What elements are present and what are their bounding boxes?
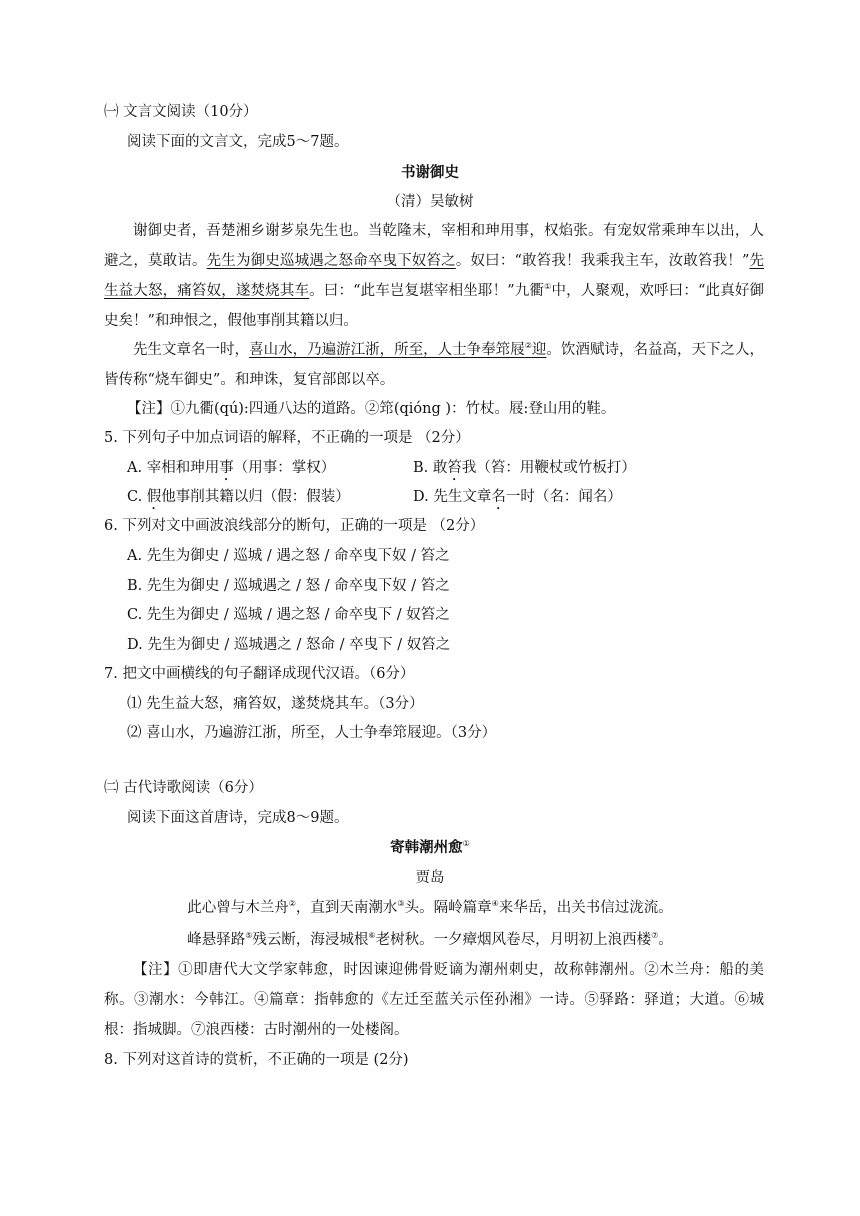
poem-text: ，直到天南潮水 bbox=[295, 900, 398, 916]
section-2-heading: ㈡ 古代诗歌阅读（6分） bbox=[104, 780, 263, 796]
q7-item-1: ⑴ 先生益大怒，痛笞奴，遂焚烧其车。（3分） bbox=[127, 696, 424, 712]
footnote-marker: ⑥ bbox=[368, 931, 376, 941]
poem-text: 峰悬驿路 bbox=[187, 932, 246, 948]
poem-author: 贾岛 bbox=[415, 870, 445, 886]
q6-option-b: B. 先生为御史 / 巡城遇之 / 怒 / 命卒曳下奴 / 笞之 bbox=[127, 578, 450, 594]
q5-option-d bbox=[413, 487, 622, 513]
option-text: 一时（名：闻名） bbox=[505, 489, 622, 505]
option-text: D. 先生文章 bbox=[413, 489, 492, 505]
q6-option-a: A. 先生为御史 / 巡城 / 遇之怒 / 命卒曳下奴 / 笞之 bbox=[127, 548, 450, 564]
question-5: 5. 下列句子中加点词语的解释，不正确的一项是 （2分） bbox=[104, 430, 470, 446]
poem-title bbox=[0, 838, 860, 858]
dotted-word: 假 bbox=[146, 489, 162, 505]
section-1-instruction: 阅读下面的文言文，完成5～7题。 bbox=[127, 134, 349, 150]
p1-text-b: 。奴曰：“敢笞我！我乘我主车，汝敢笞我！” bbox=[455, 253, 750, 269]
footnote-marker: ② bbox=[288, 899, 296, 909]
passage-paragraph-1 bbox=[104, 216, 764, 336]
passage-title: 书谢御史 bbox=[401, 164, 459, 181]
p2-underlined-b: 迎 bbox=[531, 342, 547, 358]
q6-option-d: D. 先生为御史 / 巡城遇之 / 怒命 / 卒曳下 / 奴笞之 bbox=[127, 637, 451, 653]
passage-note: 【注】①九衢(qú):四通八达的道路。②筇(qióng )：竹杖。屐:登山用的鞋。 bbox=[127, 401, 616, 417]
option-text: C. bbox=[127, 489, 147, 505]
option-text: 他事削其籍以归（假：假装） bbox=[161, 489, 350, 505]
poem-title-text: 寄韩潮州愈 bbox=[390, 839, 463, 856]
question-7: 7. 把文中画横线的句子翻译成现代汉语。（6分） bbox=[104, 666, 415, 682]
option-text: 我（笞：用鞭杖或竹板打） bbox=[461, 460, 636, 476]
option-text: A. 宰相和珅用 bbox=[127, 460, 220, 476]
wavy-underlined-sentence: 先生为御史巡城遇之怒命卒曳下奴笞之 bbox=[206, 253, 456, 269]
footnote-marker: ② bbox=[524, 341, 532, 351]
underlined-sentence-2 bbox=[249, 342, 546, 358]
footnote-marker: ④ bbox=[491, 899, 499, 909]
question-6: 6. 下列对文中画波浪线部分的断句，正确的一项是 （2分） bbox=[104, 518, 485, 534]
poem-text: 来华岳，出关书信过泷流。 bbox=[498, 900, 673, 916]
poem-line-1 bbox=[0, 898, 860, 918]
p2-underlined-a: 喜山水，乃遍游江浙，所至，人士争奉筇屐 bbox=[249, 342, 525, 358]
question-8: 8. 下列对这首诗的赏析，不正确的一项是 (2分) bbox=[104, 1052, 409, 1068]
p1-text-c: 。曰：“此车岂复堪宰相坐耶！”九衢 bbox=[309, 283, 545, 299]
q6-option-c: C. 先生为御史 / 巡城 / 遇之怒 / 命卒曳下 / 奴笞之 bbox=[127, 607, 450, 623]
footnote-marker: ① bbox=[544, 282, 552, 292]
passage-author: （清）吴敏树 bbox=[386, 194, 474, 210]
dotted-word: 事 bbox=[219, 460, 234, 476]
q5-option-a bbox=[127, 458, 335, 484]
passage-paragraph-2 bbox=[104, 335, 764, 395]
poem-text: 残云断，海浸城根 bbox=[252, 932, 369, 948]
option-text: B. 敢 bbox=[413, 460, 448, 476]
footnote-marker: ⑤ bbox=[245, 931, 253, 941]
poem-text: 此心曾与木兰舟 bbox=[187, 900, 289, 916]
option-text: （用事：掌权） bbox=[233, 460, 336, 476]
poem-note: 【注】①即唐代大文学家韩愈，时因谏迎佛骨贬谪为潮州刺史，故称韩潮州。②木兰舟：船的美称。③潮水：今韩江。④篇章：指韩愈的《左迁至蓝关示侄孙湘》一诗。⑤驿路：驿道；大道。⑥城根：指城脚。⑦浪西楼：古时潮州的一处楼阁。 bbox=[104, 962, 764, 1038]
p1-text-d: 中，人聚观，欢呼曰：“此真好御史矣！”和珅恨之，假他事削其籍以归。 bbox=[104, 283, 765, 329]
q7-item-2: ⑵ 喜山水，乃遍游江浙，所至，人士争奉筇屐迎。（3分） bbox=[127, 725, 497, 741]
section-1-heading: ㈠ 文言文阅读（10分） bbox=[104, 104, 258, 120]
poem-text: 头。隔岭篇章 bbox=[404, 900, 492, 916]
section-2-instruction: 阅读下面这首唐诗，完成8～9题。 bbox=[127, 810, 349, 826]
underlined-sentence-1: 先生益大怒，痛笞奴，遂焚烧其车 bbox=[104, 253, 765, 299]
footnote-marker: ⑦ bbox=[651, 931, 659, 941]
dotted-word: 名 bbox=[491, 489, 506, 505]
p2-text-a: 先生文章名一时， bbox=[133, 342, 250, 358]
p1-text-a: 谢御史者，吾楚湘乡谢芗泉先生也。当乾隆末，宰相和珅用事，权焰张。有宠奴常乘珅车以出，人避之，莫敢诘。 bbox=[104, 223, 764, 269]
footnote-marker: ① bbox=[462, 839, 470, 849]
poem-text: 老树秋。一夕瘴烟风卷尽，月明初上浪西楼 bbox=[375, 932, 652, 948]
poem-text: 。 bbox=[658, 932, 673, 948]
q5-option-b bbox=[413, 458, 636, 484]
dotted-word: 笞 bbox=[447, 460, 462, 476]
poem-line-2 bbox=[0, 930, 860, 950]
footnote-marker: ③ bbox=[397, 899, 405, 909]
q5-option-c bbox=[127, 487, 350, 513]
p2-text-b: 。饮酒赋诗，名益高，天下之人，皆传称“烧车御史”。和珅诛，复官部郎以卒。 bbox=[104, 342, 765, 388]
